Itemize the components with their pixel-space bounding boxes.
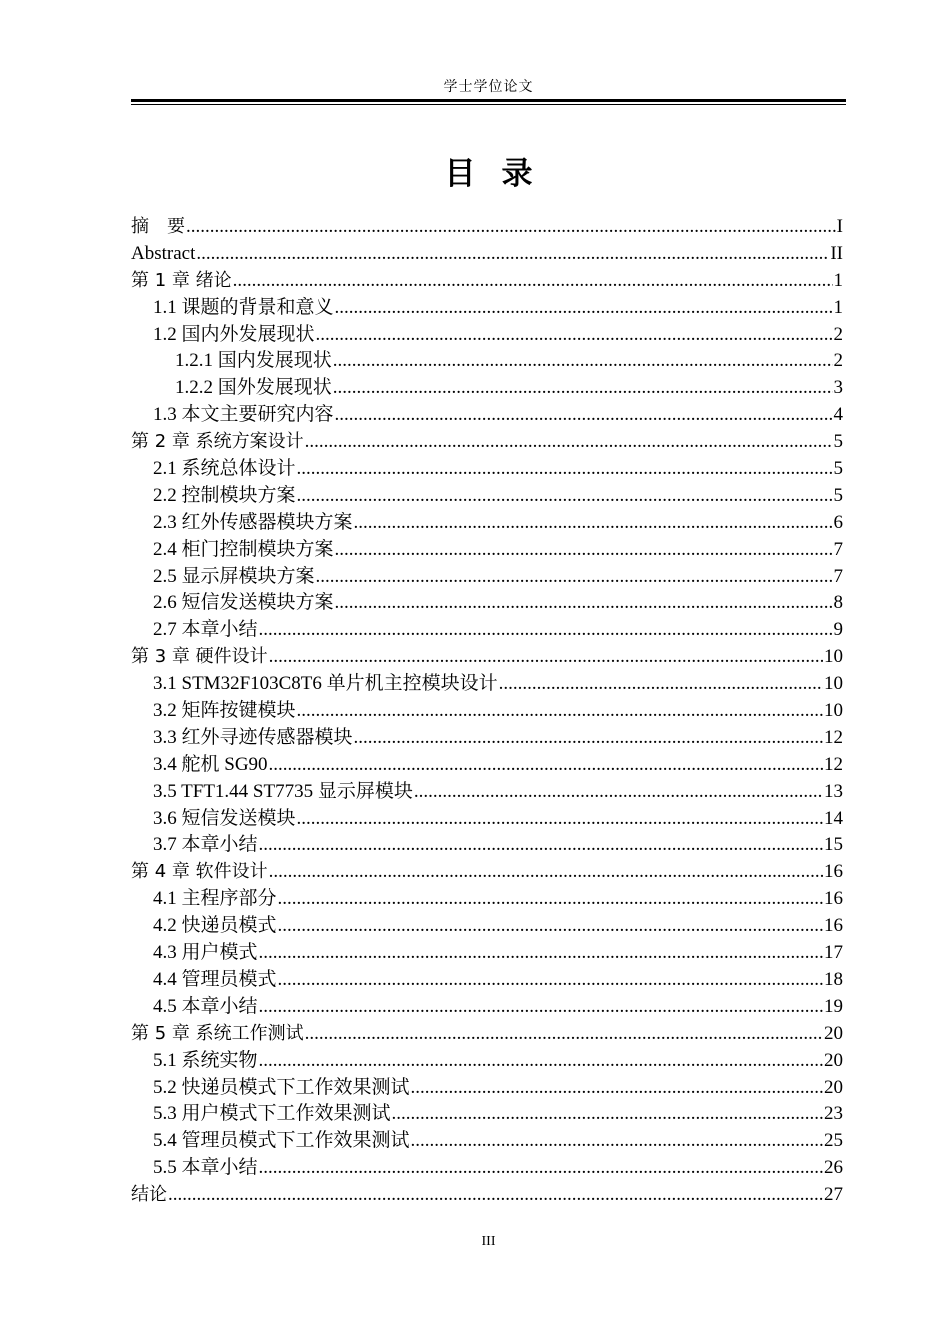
table-of-contents <box>131 214 843 1209</box>
toc-entry-page: 3 <box>833 377 843 399</box>
toc-entry-page: 7 <box>833 538 843 560</box>
dot-leader <box>297 483 833 510</box>
toc-entry-page: 10 <box>824 700 843 722</box>
dot-leader <box>259 617 833 644</box>
dot-leader <box>305 429 833 456</box>
toc-entry[interactable] <box>131 1075 843 1102</box>
toc-entry-page: 16 <box>824 888 843 910</box>
toc-entry[interactable] <box>131 698 843 725</box>
dot-leader <box>233 268 833 295</box>
toc-entry-page: 5 <box>833 431 843 453</box>
toc-entry[interactable] <box>131 590 843 617</box>
dot-leader <box>278 913 823 940</box>
dot-leader <box>499 671 823 698</box>
toc-entry-label: 2.6 短信发送模块方案 <box>153 592 334 614</box>
toc-entry-label: 4.5 本章小结 <box>153 995 258 1017</box>
toc-entry-label: 3.7 本章小结 <box>153 834 258 856</box>
toc-entry-page: 17 <box>824 942 843 964</box>
toc-entry-page: 14 <box>824 807 843 829</box>
dot-leader <box>414 779 823 806</box>
toc-entry-label: 4.1 主程序部分 <box>153 888 277 910</box>
toc-entry-label: 摘 要 <box>131 216 185 237</box>
toc-entry[interactable] <box>131 1021 843 1048</box>
dot-leader <box>335 295 833 322</box>
toc-entry[interactable] <box>131 510 843 537</box>
toc-entry-page: 7 <box>833 565 843 587</box>
toc-entry-label: 5.5 本章小结 <box>153 1157 258 1179</box>
dot-leader <box>186 214 836 241</box>
toc-entry-label: Abstract <box>131 242 196 264</box>
toc-entry-page: 26 <box>824 1157 843 1179</box>
toc-entry-label: 3.2 矩阵按键模块 <box>153 700 296 722</box>
header-rule-thin <box>131 104 846 105</box>
toc-entry-label: 2.3 红外传感器模块方案 <box>153 511 353 533</box>
toc-entry-page: 1 <box>833 296 843 318</box>
running-header: 学士学位论文 <box>443 80 534 95</box>
toc-entry[interactable] <box>131 617 843 644</box>
dot-leader <box>278 967 823 994</box>
toc-entry-label: 1.2 国内外发展现状 <box>153 323 315 345</box>
dot-leader <box>411 1128 823 1155</box>
toc-entry-label: 3.3 红外寻迹传感器模块 <box>153 726 353 748</box>
dot-leader <box>196 241 829 268</box>
dot-leader <box>333 348 833 375</box>
toc-entry-label: 3.5 TFT1.44 ST7735 显示屏模块 <box>153 780 413 802</box>
toc-entry[interactable] <box>131 779 843 806</box>
toc-entry[interactable] <box>131 429 843 456</box>
toc-entry[interactable] <box>131 1128 843 1155</box>
toc-entry[interactable] <box>131 214 843 241</box>
toc-entry-page: 20 <box>824 1076 843 1098</box>
toc-entry-label: 1.2.1 国内发展现状 <box>175 350 332 372</box>
toc-entry-page: 12 <box>824 753 843 775</box>
toc-entry-page: 6 <box>833 511 843 533</box>
toc-entry-page: 20 <box>824 1049 843 1071</box>
dot-leader <box>411 1075 823 1102</box>
toc-entry[interactable] <box>131 295 843 322</box>
toc-entry-page: II <box>830 242 843 264</box>
dot-leader <box>168 1182 823 1209</box>
toc-entry-page: 5 <box>833 484 843 506</box>
toc-entry-page: 5 <box>833 458 843 480</box>
toc-entry-page: 10 <box>824 646 843 668</box>
toc-entry[interactable] <box>131 564 843 591</box>
toc-entry-page: 12 <box>824 726 843 748</box>
toc-entry-label: 2.4 柜门控制模块方案 <box>153 538 334 560</box>
dot-leader <box>354 510 833 537</box>
toc-entry-label: 3.1 STM32F103C8T6 单片机主控模块设计 <box>153 673 498 695</box>
toc-entry-label: 1.2.2 国外发展现状 <box>175 377 332 399</box>
toc-entry-label: 5.2 快递员模式下工作效果测试 <box>153 1076 410 1098</box>
dot-leader <box>392 1101 823 1128</box>
dot-leader <box>297 456 833 483</box>
dot-leader <box>259 1155 823 1182</box>
toc-entry[interactable] <box>131 940 843 967</box>
toc-entry-label: 1.1 课题的背景和意义 <box>153 296 334 318</box>
dot-leader <box>259 940 823 967</box>
toc-entry-label: 2.7 本章小结 <box>153 619 258 641</box>
toc-entry-page: 23 <box>824 1103 843 1125</box>
toc-entry[interactable] <box>131 994 843 1021</box>
dot-leader <box>269 644 823 671</box>
toc-entry[interactable] <box>131 322 843 349</box>
toc-entry-label: 5.3 用户模式下工作效果测试 <box>153 1103 391 1125</box>
toc-title: 目录 <box>444 156 559 192</box>
dot-leader <box>335 590 833 617</box>
toc-entry[interactable] <box>131 375 843 402</box>
toc-entry-label: 第 2 章 系统方案设计 <box>131 431 304 453</box>
dot-leader <box>278 886 823 913</box>
toc-entry-page: 13 <box>824 780 843 802</box>
toc-entry[interactable] <box>131 644 843 671</box>
toc-entry-label: 第 4 章 软件设计 <box>131 861 268 883</box>
dot-leader <box>316 564 833 591</box>
toc-entry[interactable] <box>131 1048 843 1075</box>
toc-entry-page: 25 <box>824 1130 843 1152</box>
toc-entry[interactable] <box>131 537 843 564</box>
toc-entry-label: 4.3 用户模式 <box>153 942 258 964</box>
toc-entry-page: 10 <box>824 673 843 695</box>
toc-entry[interactable] <box>131 241 843 268</box>
toc-entry-label: 5.4 管理员模式下工作效果测试 <box>153 1130 410 1152</box>
toc-entry-label: 4.4 管理员模式 <box>153 968 277 990</box>
toc-entry-page: 20 <box>824 1022 843 1044</box>
toc-entry-page: 18 <box>824 968 843 990</box>
header-rule <box>131 99 846 102</box>
dot-leader <box>333 375 833 402</box>
toc-entry[interactable] <box>131 402 843 429</box>
toc-entry[interactable] <box>131 1182 843 1209</box>
toc-entry[interactable] <box>131 1101 843 1128</box>
dot-leader <box>305 1021 823 1048</box>
toc-entry[interactable] <box>131 483 843 510</box>
dot-leader <box>335 402 833 429</box>
toc-entry-page: 2 <box>833 350 843 372</box>
dot-leader <box>269 752 823 779</box>
toc-entry-page: 1 <box>833 269 843 291</box>
toc-entry-label: 第 1 章 绪论 <box>131 269 232 291</box>
toc-entry-page: 15 <box>824 834 843 856</box>
toc-entry-page: 8 <box>833 592 843 614</box>
toc-entry-label: 5.1 系统实物 <box>153 1049 258 1071</box>
toc-entry[interactable] <box>131 967 843 994</box>
toc-entry-page: 2 <box>833 323 843 345</box>
toc-entry-label: 2.1 系统总体设计 <box>153 458 296 480</box>
toc-entry-page: 27 <box>824 1184 843 1206</box>
dot-leader <box>259 994 823 1021</box>
toc-entry-label: 2.5 显示屏模块方案 <box>153 565 315 587</box>
toc-entry-page: 16 <box>824 915 843 937</box>
toc-entry[interactable] <box>131 806 843 833</box>
toc-entry-label: 1.3 本文主要研究内容 <box>153 404 334 426</box>
dot-leader <box>316 322 833 349</box>
toc-entry-page: 16 <box>824 861 843 883</box>
toc-entry[interactable] <box>131 832 843 859</box>
toc-entry-page: 19 <box>824 995 843 1017</box>
toc-entry[interactable] <box>131 725 843 752</box>
toc-entry-page: I <box>836 216 843 237</box>
toc-entry-label: 第 5 章 系统工作测试 <box>131 1022 304 1044</box>
toc-entry[interactable] <box>131 913 843 940</box>
dot-leader <box>297 698 823 725</box>
toc-entry-page: 4 <box>833 404 843 426</box>
toc-entry[interactable] <box>131 752 843 779</box>
toc-entry[interactable] <box>131 671 843 698</box>
dot-leader <box>259 1048 823 1075</box>
dot-leader <box>269 859 823 886</box>
dot-leader <box>297 806 823 833</box>
toc-entry[interactable] <box>131 1155 843 1182</box>
toc-entry-page: 9 <box>833 619 843 641</box>
toc-entry-label: 3.6 短信发送模块 <box>153 807 296 829</box>
toc-entry[interactable] <box>131 456 843 483</box>
toc-entry[interactable] <box>131 886 843 913</box>
dot-leader <box>259 832 823 859</box>
toc-entry-label: 第 3 章 硬件设计 <box>131 646 268 668</box>
toc-entry-label: 3.4 舵机 SG90 <box>153 753 268 775</box>
toc-entry-label: 2.2 控制模块方案 <box>153 484 296 506</box>
page-number: III <box>481 1234 496 1249</box>
toc-entry-label: 4.2 快递员模式 <box>153 915 277 937</box>
toc-entry[interactable] <box>131 859 843 886</box>
toc-entry-label: 结论 <box>131 1184 167 1206</box>
dot-leader <box>335 537 833 564</box>
toc-entry[interactable] <box>131 268 843 295</box>
toc-entry[interactable] <box>131 348 843 375</box>
dot-leader <box>354 725 823 752</box>
